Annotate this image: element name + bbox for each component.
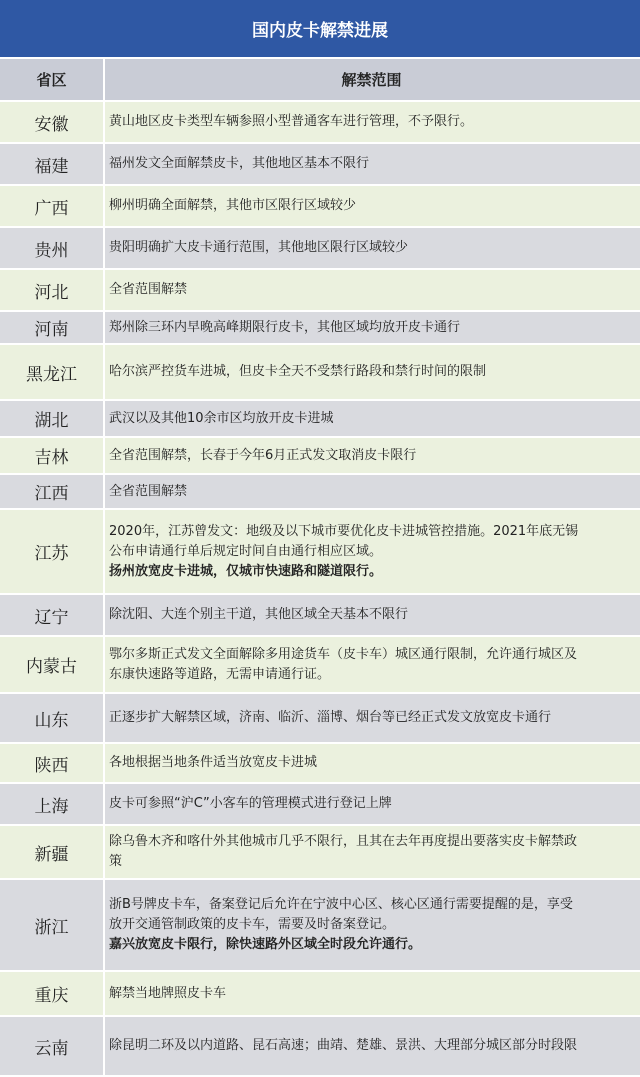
row-province: 河南 [0, 312, 105, 343]
header-scope [105, 59, 640, 100]
scope-line: 策 [109, 854, 123, 869]
row-province: 重庆 [0, 972, 105, 1015]
scope-line: 鄂尔多斯正式发文全面解除多用途货车（皮卡车）城区通行限制，允许通行城区及 [109, 646, 578, 662]
table-row [0, 826, 640, 880]
table-row [0, 401, 640, 438]
row-scope [105, 595, 640, 635]
scope-line: 除昆明二环及以内道路、昆石高速；曲靖、楚雄、景洪、大理部分城区部分时段限 [109, 1038, 578, 1053]
scope-line: 黄山地区皮卡类型车辆参照小型普通客车进行管理，不予限行。 [109, 114, 474, 129]
table-row [0, 475, 640, 510]
row-scope [105, 637, 640, 692]
row-province: 安徽 [0, 102, 105, 142]
scope-line: 各地根据当地条件适当放宽皮卡进城 [109, 755, 318, 770]
row-scope [105, 228, 640, 268]
table-row [0, 694, 640, 744]
scope-line: 郑州除三环内早晚高峰期限行皮卡，其他区域均放开皮卡通行 [109, 319, 461, 335]
row-province: 上海 [0, 784, 105, 824]
row-province: 广西 [0, 186, 105, 226]
scope-line: 解禁当地牌照皮卡车 [109, 985, 227, 1001]
row-scope [105, 880, 640, 970]
row-scope [105, 510, 640, 593]
table-row [0, 972, 640, 1017]
scope-line: 浙B号牌皮卡车，备案登记后允许在宁波中心区、核心区通行需要提醒的是，享受 [109, 897, 573, 912]
row-scope [105, 972, 640, 1015]
scope-line: 正逐步扩大解禁区域，济南、临沂、淄博、烟台等已经正式发文放宽皮卡通行 [109, 710, 552, 725]
table-row [0, 880, 640, 972]
row-scope [105, 312, 640, 343]
scope-highlight: 扬州放宽皮卡进城，仅城市快速路和隧道限行。 [109, 563, 383, 579]
row-province: 辽宁 [0, 595, 105, 635]
scope-line: 全省范围解禁 [109, 282, 188, 297]
scope-line: 除乌鲁木齐和喀什外其他城市几乎不限行，且其在去年再度提出要落实皮卡解禁政 [109, 834, 578, 849]
row-scope [105, 1017, 640, 1075]
row-province: 内蒙古 [0, 637, 105, 692]
scope-line: 武汉以及其他10余市区均放开皮卡进城 [109, 410, 334, 426]
scope-line: 福州发文全面解禁皮卡，其他地区基本不限行 [109, 156, 370, 171]
scope-line: 公布申请通行单后规定时间自由通行相应区域。 [109, 543, 383, 559]
scope-line: 全省范围解禁，长春于今年6月正式发文取消皮卡限行 [109, 447, 417, 463]
row-scope [105, 186, 640, 226]
row-scope [105, 345, 640, 399]
table-row [0, 270, 640, 312]
scope-line: 哈尔滨严控货车进城，但皮卡全天不受禁行路段和禁行时间的限制 [109, 364, 487, 379]
row-province: 云南 [0, 1017, 105, 1075]
row-province: 湖北 [0, 401, 105, 436]
scope-line: 皮卡可参照“沪C”小客车的管理模式进行登记上牌 [109, 796, 392, 811]
row-scope [105, 401, 640, 436]
row-province: 新疆 [0, 826, 105, 878]
row-scope [105, 744, 640, 782]
scope-line: 东康快速路等道路，无需申请通行证。 [109, 666, 331, 682]
header-scope-label: 解禁范围 [341, 70, 402, 89]
row-province: 福建 [0, 144, 105, 184]
row-scope [105, 102, 640, 142]
row-province: 贵州 [0, 228, 105, 268]
row-scope [105, 270, 640, 310]
row-province: 江苏 [0, 510, 105, 593]
table-row [0, 312, 640, 345]
table-row [0, 144, 640, 186]
table-header-row [0, 59, 640, 102]
row-province: 黑龙江 [0, 345, 105, 399]
header-province: 省区 [0, 59, 105, 100]
row-province: 江西 [0, 475, 105, 508]
table-row [0, 1017, 640, 1077]
scope-highlight: 嘉兴放宽皮卡限行，除快速路外区域全时段允许通行。 [109, 937, 422, 952]
scope-line: 放开交通管制政策的皮卡车，需要及时备案登记。 [109, 917, 396, 932]
scope-line: 全省范围解禁 [109, 483, 188, 499]
scope-line: 2020年，江苏曾发文：地级及以下城市要优化皮卡进城管控措施。2021年底无锡 [109, 523, 579, 539]
row-scope [105, 826, 640, 878]
table-row [0, 744, 640, 784]
table-row [0, 345, 640, 401]
table-body [0, 102, 640, 1077]
row-province: 陕西 [0, 744, 105, 782]
table-row [0, 438, 640, 475]
row-province: 浙江 [0, 880, 105, 970]
table-row [0, 510, 640, 595]
scope-line: 贵阳明确扩大皮卡通行范围，其他地区限行区域较少 [109, 240, 409, 255]
table-row [0, 186, 640, 228]
row-scope [105, 784, 640, 824]
row-scope [105, 694, 640, 742]
table-row [0, 228, 640, 270]
row-scope [105, 438, 640, 473]
table-title: 国内皮卡解禁进展 [0, 0, 640, 59]
row-province: 河北 [0, 270, 105, 310]
table-row [0, 595, 640, 637]
row-scope [105, 475, 640, 508]
row-scope [105, 144, 640, 184]
table-row [0, 637, 640, 694]
scope-line: 柳州明确全面解禁，其他市区限行区域较少 [109, 198, 357, 213]
table-row [0, 784, 640, 826]
row-province: 山东 [0, 694, 105, 742]
table-row [0, 102, 640, 144]
row-province: 吉林 [0, 438, 105, 473]
scope-line: 除沈阳、大连个别主干道，其他区域全天基本不限行 [109, 607, 409, 622]
